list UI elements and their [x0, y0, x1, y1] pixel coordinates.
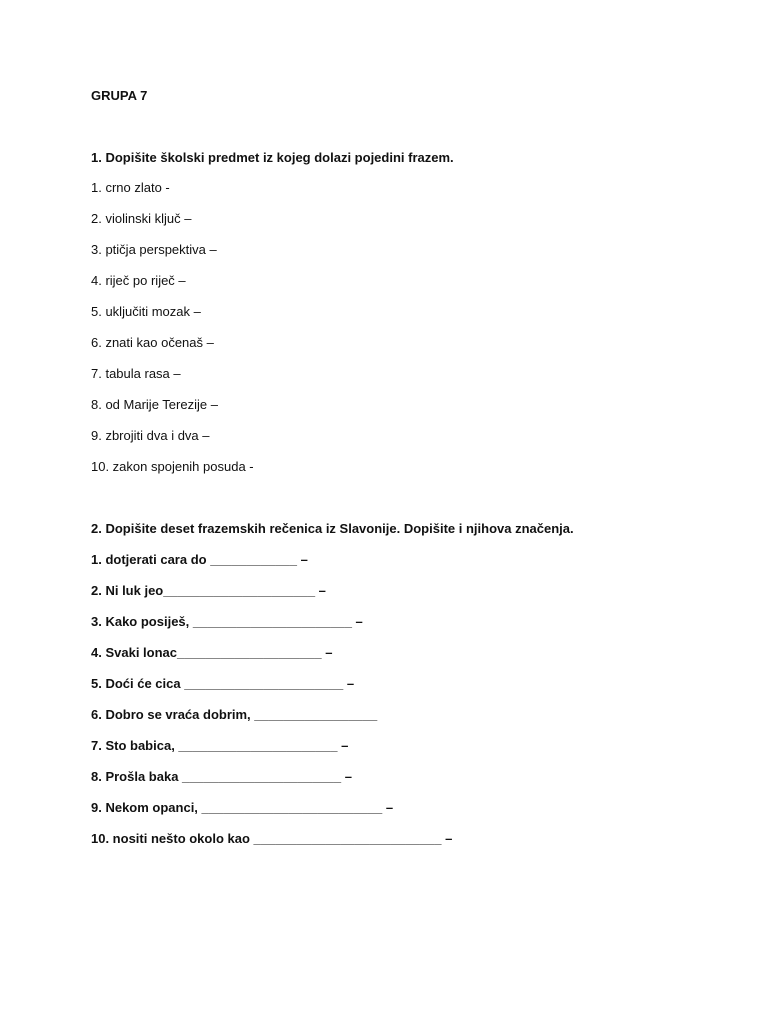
section1-item: 7. tabula rasa – — [91, 366, 181, 381]
section2-item: 4. Svaki lonac____________________ – — [91, 645, 333, 660]
section1-item: 2. violinski ključ – — [91, 211, 192, 226]
section2-item: 5. Doći će cica ______________________ – — [91, 676, 355, 691]
section2-item: 1. dotjerati cara do ____________ – — [91, 552, 308, 567]
section1-item: 5. uključiti mozak – — [91, 304, 201, 319]
section1-item: 3. ptičja perspektiva – — [91, 242, 217, 257]
section1-item: 4. riječ po riječ – — [91, 273, 186, 288]
section1-heading: 1. Dopišite školski predmet iz kojeg dolazi pojedini frazem. — [91, 150, 454, 165]
section1-item: 6. znati kao očenaš – — [91, 335, 214, 350]
section1-item: 10. zakon spojenih posuda - — [91, 459, 254, 474]
section2-item: 10. nositi nešto okolo kao __________________________ – — [91, 831, 453, 846]
section2-item: 6. Dobro se vraća dobrim, _________________ — [91, 707, 378, 722]
section1-item: 9. zbrojiti dva i dva – — [91, 428, 210, 443]
section1-item: 1. crno zlato - — [91, 180, 170, 195]
section2-item: 3. Kako posiješ, ______________________ – — [91, 614, 363, 629]
section1-item: 8. od Marije Terezije – — [91, 397, 218, 412]
section2-item: 2. Ni luk jeo_____________________ – — [91, 583, 326, 598]
section2-heading: 2. Dopišite deset frazemskih rečenica iz Slavonije. Dopišite i njihova značenja. — [91, 521, 574, 536]
section2-item: 9. Nekom opanci, _________________________ – — [91, 800, 394, 815]
group-title: GRUPA 7 — [91, 88, 148, 103]
section2-item: 7. Sto babica, ______________________ – — [91, 738, 349, 753]
section2-item: 8. Prošla baka ______________________ – — [91, 769, 352, 784]
